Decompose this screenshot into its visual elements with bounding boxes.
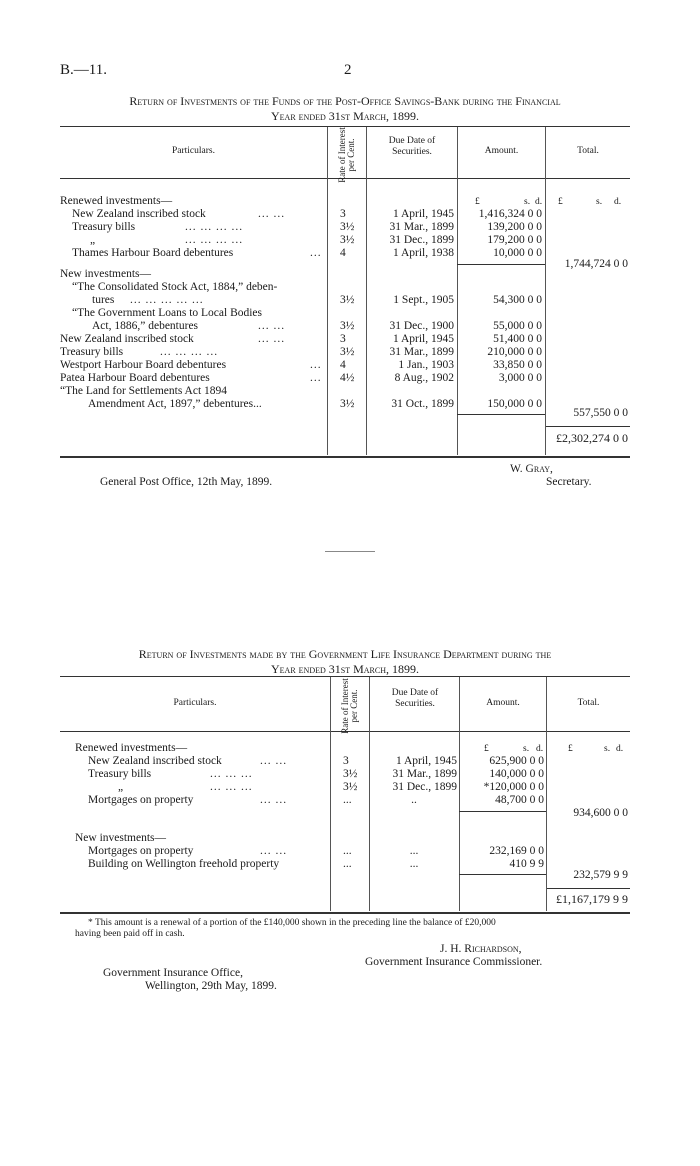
table1-signature-name: W. Gray, — [510, 463, 553, 475]
table1-unit-pound: £ — [475, 197, 480, 207]
table1-total-unit-pound: £ — [558, 197, 563, 207]
table2-header-total: Total. — [577, 698, 600, 708]
row-particulars-line-2: Act, 1886,” debentures — [92, 320, 199, 332]
table1-renewed-heading: Renewed investments— — [60, 195, 173, 207]
row-particulars-line-1: “The Government Loans to Local Bodies — [72, 307, 263, 319]
row-amount: 210,000 0 0 — [487, 346, 542, 358]
table2-total-unit-pence: d. — [616, 744, 624, 754]
table1-title — [60, 94, 630, 124]
row-due-date: 1 Jan., 1903 — [398, 359, 454, 371]
leader-dots: ... ... ... ... — [185, 234, 244, 246]
leader-dots: ... ... — [258, 320, 286, 332]
table1-total-unit-shilling: s. — [596, 197, 603, 207]
row-particulars: New Zealand inscribed stock — [72, 208, 206, 220]
row-due-date: 1 April, 1938 — [392, 247, 454, 259]
table1-renewed-total: 1,744,724 0 0 — [564, 258, 628, 270]
row-particulars: Treasury bills — [72, 221, 136, 233]
row-rate: 3½ — [340, 294, 355, 306]
row-amount: 55,000 0 0 — [493, 320, 542, 332]
row-rate: 4 — [340, 359, 346, 371]
leader-dots: ... ... — [260, 794, 288, 806]
row-rate: ... — [343, 858, 352, 870]
table1-header-particulars: Particulars. — [171, 146, 215, 156]
table2-new-total: 232,579 9 9 — [573, 869, 628, 881]
row-particulars: Patea Harbour Board debentures — [60, 372, 210, 384]
row-amount: 33,850 0 0 — [493, 359, 542, 371]
table2-footnote-line-1: * This amount is a renewal of a portion of the £140,000 shown in the preceding line the balance of £20,000 — [88, 918, 496, 928]
row-amount: 51,400 0 0 — [493, 333, 542, 345]
row-rate: ... — [343, 794, 352, 806]
table2-signature-title: Government Insurance Commissioner. — [365, 956, 543, 968]
row-due-date: 31 Dec., 1899 — [392, 781, 457, 793]
row-rate: 4½ — [340, 372, 355, 384]
row-particulars: Mortgages on property — [88, 794, 194, 806]
table1-header-rate: Rate of Interest per Cent. — [337, 127, 356, 183]
row-amount: 1,416,324 0 0 — [478, 208, 542, 220]
table2-title — [60, 647, 630, 677]
table1-new-total: 557,550 0 0 — [573, 407, 628, 419]
table2-unit-shilling: s. — [523, 744, 530, 754]
table2-title-line-1: Return of Investments made by the Government Life Insurance Department during the — [138, 647, 552, 661]
table2-renewed-heading: Renewed investments— — [75, 742, 188, 754]
table1-title-line-2: Year ended 31st March, 1899. — [270, 109, 419, 123]
leader-dots: ... — [310, 247, 322, 259]
table1-place-date: General Post Office, 12th May, 1899. — [100, 476, 273, 488]
row-particulars: Treasury bills — [60, 346, 124, 358]
row-amount: 139,200 0 0 — [487, 221, 542, 233]
row-rate: 4 — [340, 247, 346, 259]
table2-unit-pound: £ — [484, 744, 489, 754]
table2-place-line-1: Government Insurance Office, — [103, 967, 243, 979]
table2-header-due: Due Date of Securities. — [391, 688, 439, 709]
row-due-date: .. — [411, 794, 417, 806]
table1-header-amount: Amount. — [484, 146, 519, 156]
row-rate: 3½ — [340, 320, 355, 332]
table1-total-unit-pence: d. — [614, 197, 622, 207]
table1-header-due: Due Date of Securities. — [388, 136, 436, 157]
row-amount: 48,700 0 0 — [495, 794, 544, 806]
table2-place-line-2: Wellington, 29th May, 1899. — [145, 980, 277, 992]
leader-dots: ... — [310, 359, 322, 371]
table1-signature-title: Secretary. — [546, 476, 592, 488]
section-divider — [325, 551, 375, 552]
table1-new-heading: New investments— — [60, 268, 152, 280]
table2-grand-total: £1,167,179 9 9 — [556, 892, 628, 906]
row-amount: 150,000 0 0 — [487, 398, 542, 410]
row-particulars: „ — [90, 234, 96, 246]
row-amount: 3,000 0 0 — [498, 372, 542, 384]
row-due-date: ... — [409, 845, 419, 857]
leader-dots: ... ... — [258, 208, 286, 220]
row-rate: ... — [343, 845, 352, 857]
table2-header-particulars: Particulars. — [173, 698, 217, 708]
row-particulars-line-2: Amendment Act, 1897,” debentures... — [88, 398, 262, 410]
row-particulars-line-1: “The Consolidated Stock Act, 1884,” deben- — [72, 281, 278, 293]
row-particulars-line-2: tures — [92, 294, 115, 306]
table2-total-unit-pound: £ — [568, 744, 573, 754]
row-rate: 3½ — [340, 346, 355, 358]
leader-dots: ... ... ... ... ... — [130, 294, 204, 306]
row-due-date: 31 Mar., 1899 — [392, 768, 457, 780]
table2-new-heading: New investments— — [75, 832, 167, 844]
row-rate: 3½ — [343, 768, 358, 780]
document-reference: B.—11. — [60, 62, 107, 78]
table1-unit-pence: d. — [535, 197, 543, 207]
row-particulars: Thames Harbour Board debentures — [72, 247, 234, 259]
table1-title-line-1: Return of Investments of the Funds of the Post-Office Savings-Bank during the Financial — [129, 94, 561, 108]
row-rate: 3 — [340, 208, 346, 220]
row-amount: *120,000 0 0 — [483, 781, 544, 793]
row-particulars: New Zealand inscribed stock — [60, 333, 194, 345]
table2-unit-pence: d. — [536, 744, 544, 754]
table2-title-line-2: Year ended 31st March, 1899. — [270, 662, 419, 676]
row-rate: 3½ — [340, 234, 355, 246]
row-rate: 3 — [340, 333, 346, 345]
row-amount: 140,000 0 0 — [489, 768, 544, 780]
page-number: 2 — [344, 62, 352, 78]
leader-dots: ... ... — [260, 845, 288, 857]
row-due-date: 1 Sept., 1905 — [393, 294, 454, 306]
row-due-date: 31 Mar., 1899 — [389, 346, 454, 358]
row-due-date: 31 Dec., 1900 — [389, 320, 454, 332]
table2-header-amount: Amount. — [486, 698, 520, 708]
leader-dots: ... ... — [260, 755, 288, 767]
table2-renewed-total: 934,600 0 0 — [573, 807, 628, 819]
leader-dots: ... ... ... ... — [160, 346, 219, 358]
row-particulars: New Zealand inscribed stock — [88, 755, 222, 767]
row-rate: 3 — [343, 755, 349, 767]
leader-dots: ... ... — [258, 333, 286, 345]
row-due-date: 8 Aug., 1902 — [394, 372, 454, 384]
row-particulars: Treasury bills — [88, 768, 152, 780]
table1-header-total: Total. — [577, 146, 599, 156]
table1-grand-total: £2,302,274 0 0 — [556, 431, 628, 445]
table2-signature-name: J. H. Richardson, — [440, 943, 522, 955]
row-particulars-line-1: “The Land for Settlements Act 1894 — [60, 385, 228, 397]
row-due-date: 1 April, 1945 — [395, 755, 457, 767]
row-amount: 10,000 0 0 — [493, 247, 542, 259]
table2-total-unit-shilling: s. — [604, 744, 611, 754]
row-amount: 625,900 0 0 — [489, 755, 544, 767]
row-particulars: Mortgages on property — [88, 845, 194, 857]
row-amount: 179,200 0 0 — [487, 234, 542, 246]
row-due-date: 1 April, 1945 — [392, 333, 454, 345]
leader-dots: ... ... ... — [210, 781, 253, 793]
row-due-date: 31 Dec., 1899 — [389, 234, 454, 246]
row-due-date: 31 Oct., 1899 — [391, 398, 454, 410]
leader-dots: ... ... ... ... — [185, 221, 244, 233]
table1-unit-shilling: s. — [524, 197, 531, 207]
leader-dots: ... — [310, 372, 322, 384]
row-due-date: 31 Mar., 1899 — [389, 221, 454, 233]
row-particulars: Building on Wellington freehold property — [88, 858, 280, 870]
row-due-date: ... — [409, 858, 419, 870]
row-rate: 3½ — [343, 781, 358, 793]
table2-header-rate: Rate of Interest per Cent. — [340, 678, 359, 734]
row-particulars: „ — [118, 781, 124, 793]
row-due-date: 1 April, 1945 — [392, 208, 454, 220]
row-rate: 3½ — [340, 221, 355, 233]
leader-dots: ... ... ... — [210, 768, 253, 780]
row-amount: 54,300 0 0 — [493, 294, 542, 306]
row-amount: 232,169 0 0 — [489, 845, 544, 857]
row-rate: 3½ — [340, 398, 355, 410]
row-amount: 410 9 9 — [509, 858, 544, 870]
row-particulars: Westport Harbour Board debentures — [60, 359, 227, 371]
table2-footnote-line-2: having been paid off in cash. — [75, 929, 185, 939]
